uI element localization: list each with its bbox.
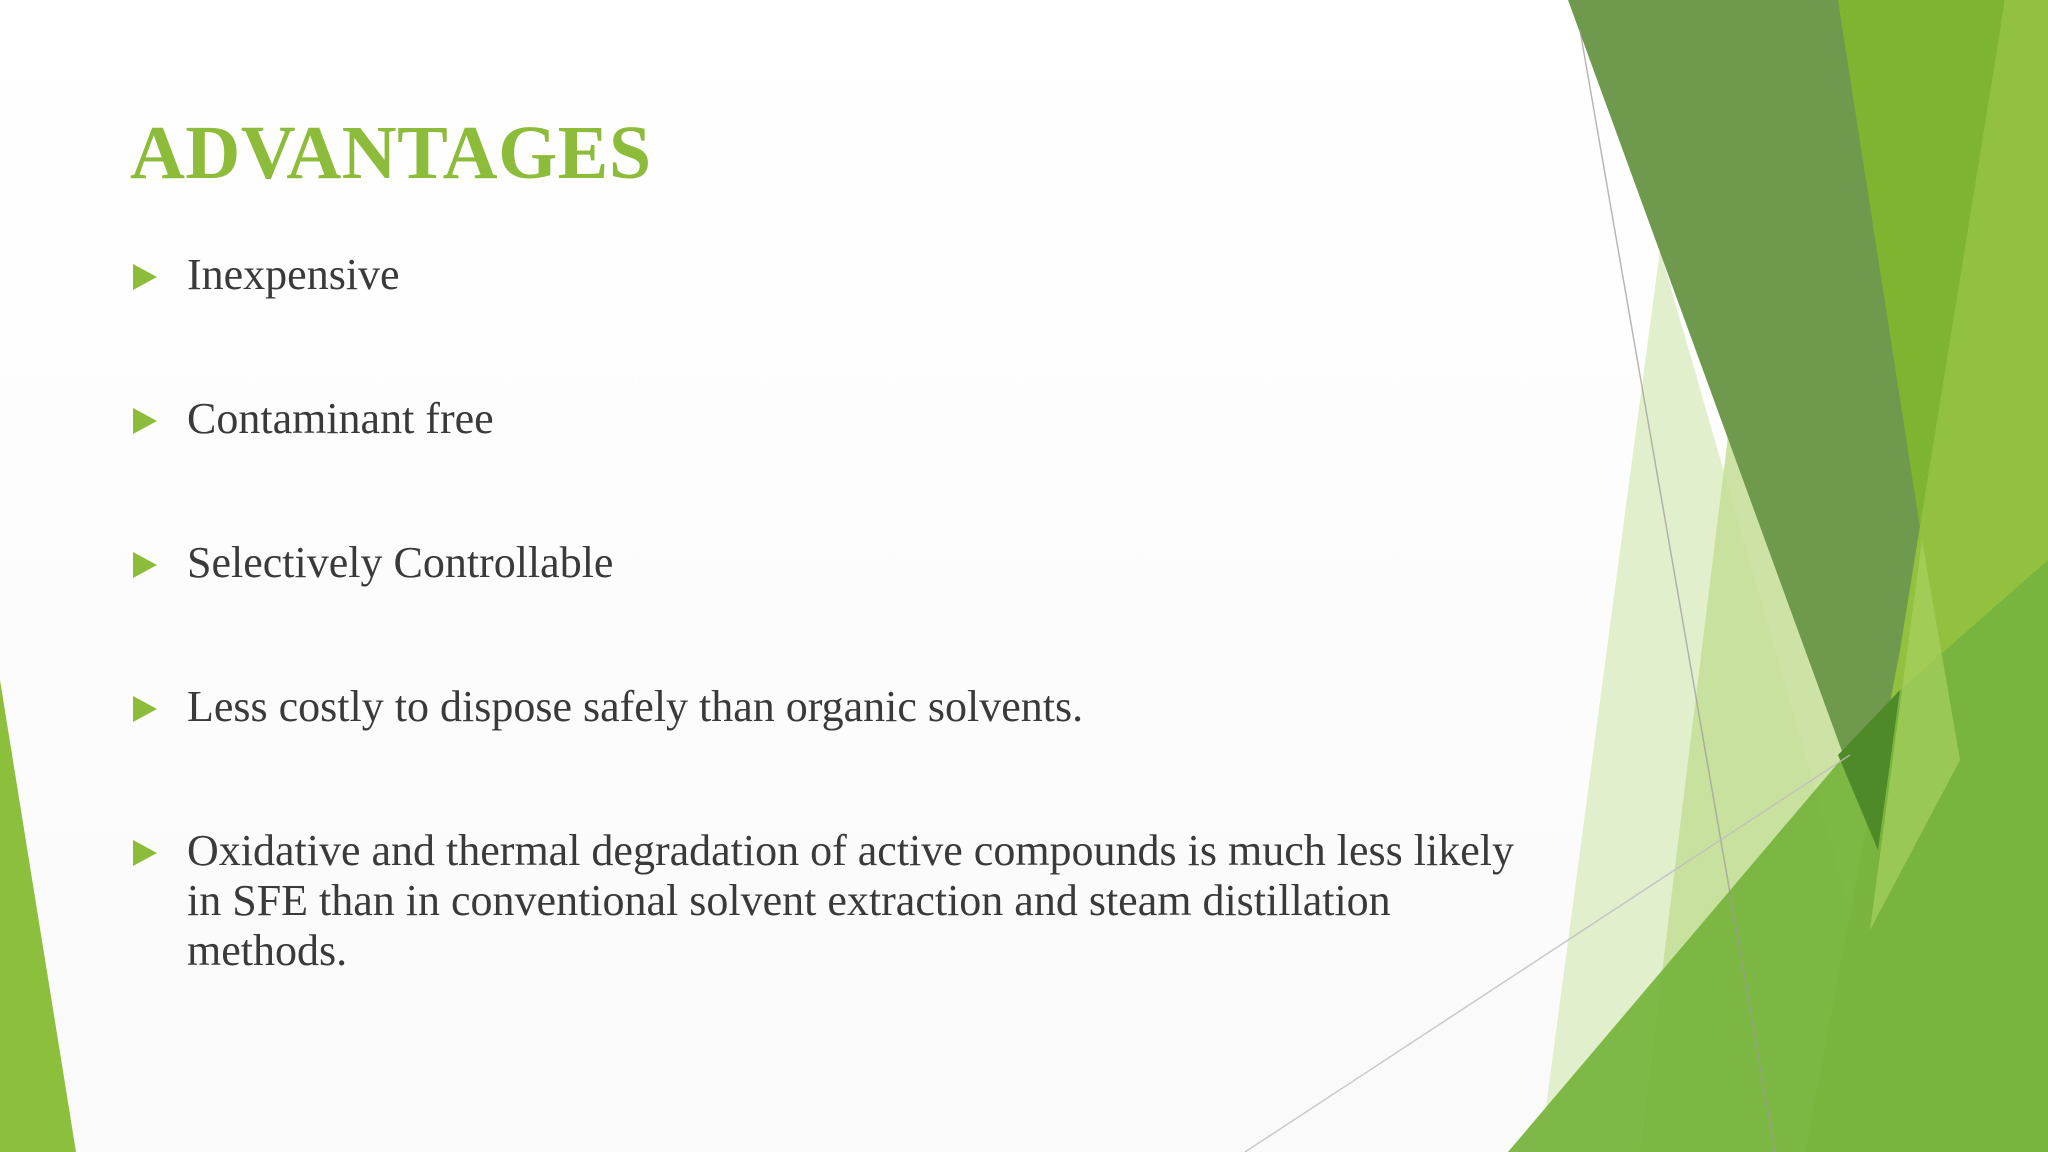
bullet-list <box>130 250 1550 1070</box>
triangle-bullet-icon <box>133 552 157 578</box>
slide-title: ADVANTAGES <box>130 111 652 195</box>
bullet-item <box>130 826 1550 976</box>
triangle-bullet-icon <box>133 696 157 722</box>
bullet-item <box>130 394 1550 444</box>
bullet-text: Inexpensive <box>187 250 400 299</box>
triangle-bullet-icon <box>133 840 157 866</box>
bullet-text: Contaminant free <box>187 394 494 443</box>
left-edge-facet <box>0 680 76 1152</box>
bullet-text: Less costly to dispose safely than organic solvents. <box>187 682 1084 731</box>
triangle-bullet-icon <box>133 408 157 434</box>
bullet-item <box>130 250 1550 300</box>
bullet-text: Oxidative and thermal degradation of active compounds is much less likely in SFE than in conventional solvent extraction and steam distillation methods. <box>187 826 1514 975</box>
bullet-item <box>130 682 1550 732</box>
bullet-text: Selectively Controllable <box>187 538 614 587</box>
triangle-bullet-icon <box>133 264 157 290</box>
bullet-item <box>130 538 1550 588</box>
